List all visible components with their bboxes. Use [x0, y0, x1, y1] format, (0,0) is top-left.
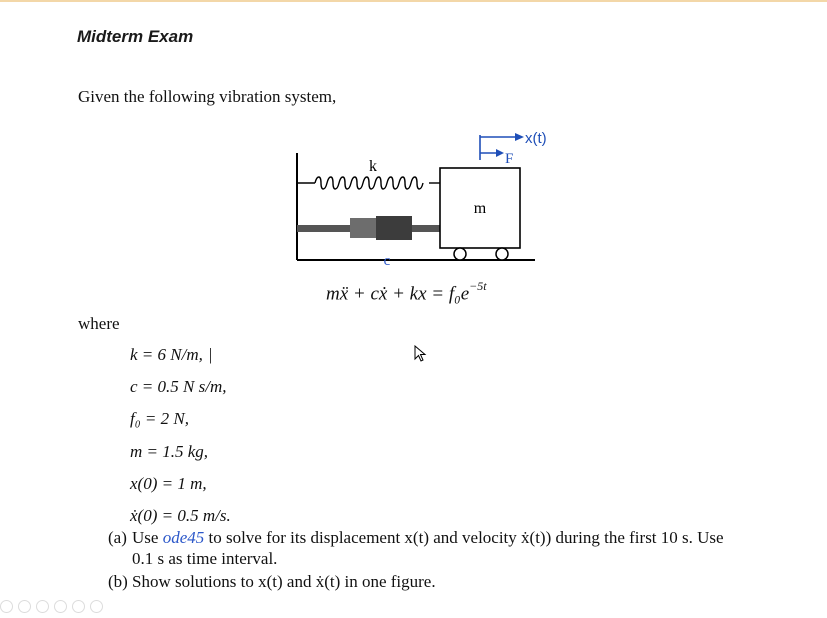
presentation-toolbar[interactable] — [0, 600, 160, 614]
wheel-right — [496, 248, 508, 260]
view-icon[interactable] — [72, 600, 85, 613]
param-k: k = 6 N/m, | — [130, 345, 213, 364]
pen-icon[interactable] — [36, 600, 49, 613]
question-b-text: Show solutions to x(t) and ẋ(t) in one figure. — [132, 572, 436, 591]
wheel-left — [454, 248, 466, 260]
text-cursor-icon: | — [208, 345, 213, 364]
param-c: c = 0.5 N s/m, — [130, 377, 227, 397]
question-b-index: (b) — [108, 572, 128, 591]
spring-label: k — [369, 158, 377, 175]
ode45-link[interactable]: ode45 — [162, 528, 205, 547]
intro-text: Given the following vibration system, — [78, 87, 337, 106]
next-icon[interactable] — [18, 600, 31, 613]
page-title: Midterm Exam — [77, 27, 194, 46]
damper-label: c — [383, 253, 391, 269]
question-a-index: (a) — [108, 528, 127, 547]
mass-label: m — [473, 200, 487, 217]
param-v0: ẋ(0) = 0.5 m/s. — [130, 505, 231, 525]
question-a: (a) Use ode45 to solve for its displacement x(t) and velocity ẋ(t)) during the first 10 s. Use 0.1 s as time interval. — [108, 527, 798, 569]
top-border — [0, 0, 827, 2]
menu-icon[interactable] — [90, 600, 103, 613]
zoom-icon[interactable] — [54, 600, 67, 613]
equation-of-motion — [326, 281, 487, 305]
param-f0: f₀ = 2 N, — [130, 409, 189, 429]
force-arrow — [480, 149, 504, 157]
equation-lhs: mẍ + cẋ + kx = f₀e — [326, 283, 470, 305]
equation-exponent: −5t — [469, 279, 487, 293]
force-label: F — [505, 151, 514, 167]
damper — [297, 216, 440, 240]
mouse-pointer-icon — [414, 345, 428, 363]
displacement-label: x(t) — [525, 130, 547, 147]
displacement-arrow — [480, 133, 524, 160]
vibration-system-diagram — [290, 125, 570, 275]
param-x0: x(0) = 1 m, — [130, 473, 207, 493]
param-m: m = 1.5 kg, — [130, 441, 209, 461]
parameter-list — [130, 343, 231, 536]
prev-icon[interactable] — [0, 600, 13, 613]
spring — [297, 177, 440, 189]
question-b — [108, 572, 436, 592]
where-label: where — [78, 314, 120, 333]
question-a-continuation: 0.1 s as time interval. — [132, 549, 278, 568]
